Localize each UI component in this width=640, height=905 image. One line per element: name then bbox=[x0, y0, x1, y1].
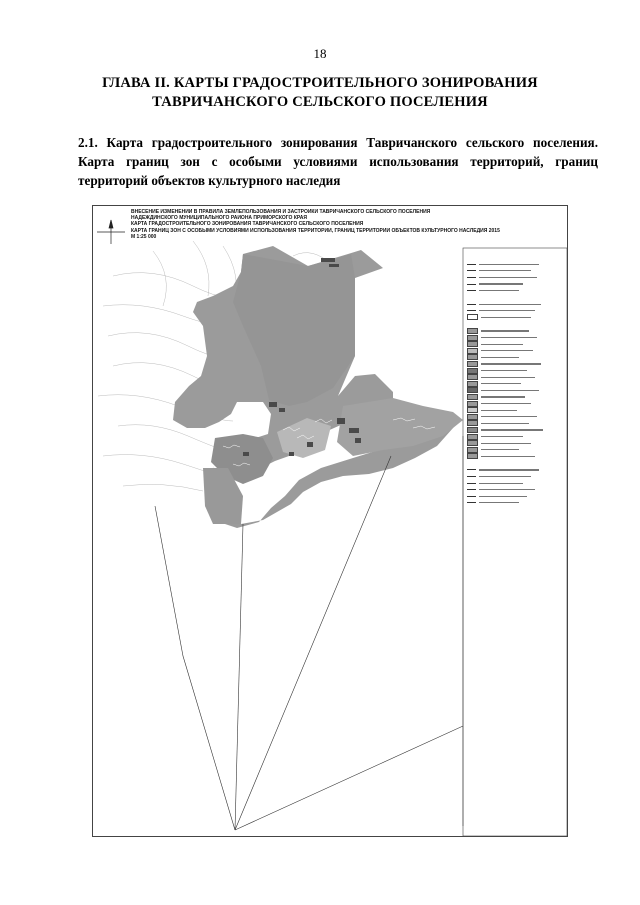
legend-text bbox=[481, 344, 523, 345]
legend-row bbox=[467, 440, 563, 447]
legend-text bbox=[479, 270, 531, 271]
legend-text bbox=[481, 330, 529, 331]
legend-swatch bbox=[467, 348, 478, 354]
legend-text bbox=[481, 350, 533, 351]
legend-row bbox=[467, 374, 563, 381]
legend-row bbox=[467, 427, 563, 434]
legend-swatch bbox=[467, 427, 478, 433]
north-arrow-icon bbox=[97, 220, 125, 244]
page-number: 18 bbox=[313, 46, 327, 61]
legend-swatch bbox=[467, 407, 478, 413]
legend-text bbox=[481, 456, 535, 457]
legend-row bbox=[467, 274, 563, 281]
map-legend bbox=[467, 254, 563, 834]
legend-row bbox=[467, 493, 563, 500]
legend-row bbox=[467, 387, 563, 394]
legend-line-swatch bbox=[467, 277, 476, 278]
legend-text bbox=[481, 443, 531, 444]
legend-swatch bbox=[467, 394, 478, 400]
legend-line-swatch bbox=[467, 502, 476, 503]
legend-row bbox=[467, 433, 563, 440]
legend-row bbox=[467, 261, 563, 268]
legend-row bbox=[467, 413, 563, 420]
legend-swatch bbox=[467, 354, 478, 360]
legend-line-swatch bbox=[467, 496, 476, 497]
legend-line-swatch bbox=[467, 310, 476, 311]
legend-text bbox=[479, 310, 535, 311]
legend-text bbox=[479, 496, 527, 497]
legend-row bbox=[467, 446, 563, 453]
legend-text bbox=[481, 403, 531, 404]
legend-line-swatch bbox=[467, 284, 476, 285]
legend-text bbox=[481, 436, 523, 437]
legend-text bbox=[479, 469, 539, 470]
legend-text bbox=[481, 383, 521, 384]
legend-text bbox=[481, 363, 541, 364]
legend-line-swatch bbox=[467, 476, 476, 477]
legend-row bbox=[467, 287, 563, 294]
legend-text bbox=[481, 429, 543, 430]
legend-row bbox=[467, 354, 563, 361]
legend-row bbox=[467, 367, 563, 374]
map-header-line-1: ВНЕСЕНИЕ ИЗМЕНЕНИЙ В ПРАВИЛА ЗЕМЛЕПОЛЬЗОВАНИЯ И ЗАСТРОЙКИ ТАВРИЧАНСКОГО СЕЛЬСКОГО ПОСЕЛЕНИЯ bbox=[131, 209, 431, 215]
legend-line-swatch bbox=[467, 304, 476, 305]
legend-text bbox=[481, 410, 517, 411]
map-scale: М 1:25 000 bbox=[131, 233, 157, 240]
legend-swatch bbox=[467, 453, 478, 459]
chapter-title bbox=[60, 74, 580, 112]
legend-swatch bbox=[467, 381, 478, 387]
legend-text bbox=[479, 264, 539, 265]
legend-text bbox=[479, 290, 519, 291]
legend-row bbox=[467, 486, 563, 493]
map-header-line-3: КАРТА ГРАДОСТРОИТЕЛЬНОГО ЗОНИРОВАНИЯ ТАВРИЧАНСКОГО СЕЛЬСКОГО ПОСЕЛЕНИЯ bbox=[131, 221, 364, 228]
legend-swatch bbox=[467, 414, 478, 420]
legend-text bbox=[481, 377, 535, 378]
legend-row bbox=[467, 361, 563, 368]
legend-text bbox=[479, 476, 531, 477]
legend-row bbox=[467, 407, 563, 414]
legend-swatch bbox=[467, 434, 478, 440]
boundary-lines bbox=[155, 436, 463, 830]
legend-row bbox=[467, 341, 563, 348]
legend-row bbox=[467, 500, 563, 507]
legend-row bbox=[467, 480, 563, 487]
legend-text bbox=[481, 370, 527, 371]
legend-line-swatch bbox=[467, 483, 476, 484]
legend-row bbox=[467, 334, 563, 341]
chapter-title-line-2: ТАВРИЧАНСКОГО СЕЛЬСКОГО ПОСЕЛЕНИЯ bbox=[152, 94, 488, 110]
chapter-title-line-1: ГЛАВА II. КАРТЫ ГРАДОСТРОИТЕЛЬНОГО ЗОНИРОВАНИЯ bbox=[102, 75, 538, 91]
legend-row bbox=[467, 301, 563, 308]
legend-text bbox=[481, 416, 537, 417]
legend-text bbox=[481, 423, 529, 424]
legend-swatch bbox=[467, 314, 478, 320]
legend-line-swatch bbox=[467, 469, 476, 470]
legend-text bbox=[479, 277, 537, 278]
legend-text bbox=[481, 357, 519, 358]
legend-row bbox=[467, 473, 563, 480]
legend-swatch bbox=[467, 401, 478, 407]
legend-text bbox=[479, 502, 519, 503]
legend-text bbox=[481, 317, 531, 318]
legend-swatch bbox=[467, 361, 478, 367]
legend-swatch bbox=[467, 420, 478, 426]
legend-text bbox=[481, 337, 537, 338]
legend-swatch bbox=[467, 387, 478, 393]
legend-row bbox=[467, 328, 563, 335]
legend-row bbox=[467, 467, 563, 474]
legend-swatch bbox=[467, 341, 478, 347]
legend-swatch bbox=[467, 440, 478, 446]
zoning-map bbox=[92, 205, 568, 837]
legend-line-swatch bbox=[467, 489, 476, 490]
legend-text bbox=[479, 483, 523, 484]
legend-row bbox=[467, 400, 563, 407]
legend-row bbox=[467, 348, 563, 355]
legend-swatch bbox=[467, 328, 478, 334]
legend-text bbox=[481, 449, 519, 450]
legend-text bbox=[481, 396, 525, 397]
zone-east-strip bbox=[337, 398, 463, 456]
legend-text bbox=[479, 304, 541, 305]
legend-swatch bbox=[467, 368, 478, 374]
legend-swatch bbox=[467, 335, 478, 341]
legend-row bbox=[467, 268, 563, 275]
legend-row bbox=[467, 314, 563, 321]
legend-row bbox=[467, 281, 563, 288]
legend-text bbox=[481, 390, 539, 391]
map-header-line-4: КАРТА ГРАНИЦ ЗОН С ОСОБЫМИ УСЛОВИЯМИ ИСПОЛЬЗОВАНИЯ ТЕРРИТОРИЙ, ГРАНИЦ ТЕРРИТОРИЙ ОБЪЕКТОВ КУЛЬТУРНОГО НАСЛЕДИЯ 2015 bbox=[131, 227, 500, 234]
legend-swatch bbox=[467, 374, 478, 380]
legend-line-swatch bbox=[467, 264, 476, 265]
map-header bbox=[131, 209, 551, 240]
legend-text bbox=[479, 489, 535, 490]
legend-row bbox=[467, 381, 563, 388]
legend-text bbox=[479, 283, 523, 284]
legend-row bbox=[467, 420, 563, 427]
legend-row bbox=[467, 453, 563, 460]
legend-swatch bbox=[467, 447, 478, 453]
section-title: 2.1. Карта градостроительного зонирования Тавричанского сельского поселения. Карта границ зон с особыми условиями использования территорий, границ территорий объектов культурного наследия bbox=[78, 135, 598, 188]
zoning-territory bbox=[173, 246, 463, 528]
legend-row bbox=[467, 308, 563, 315]
legend-line-swatch bbox=[467, 290, 476, 291]
legend-row bbox=[467, 394, 563, 401]
legend-line-swatch bbox=[467, 270, 476, 271]
map-header-line-2: НАДЕЖДИНСКОГО МУНИЦИПАЛЬНОГО РАЙОНА ПРИМОРСКОГО КРАЯ bbox=[131, 215, 307, 222]
